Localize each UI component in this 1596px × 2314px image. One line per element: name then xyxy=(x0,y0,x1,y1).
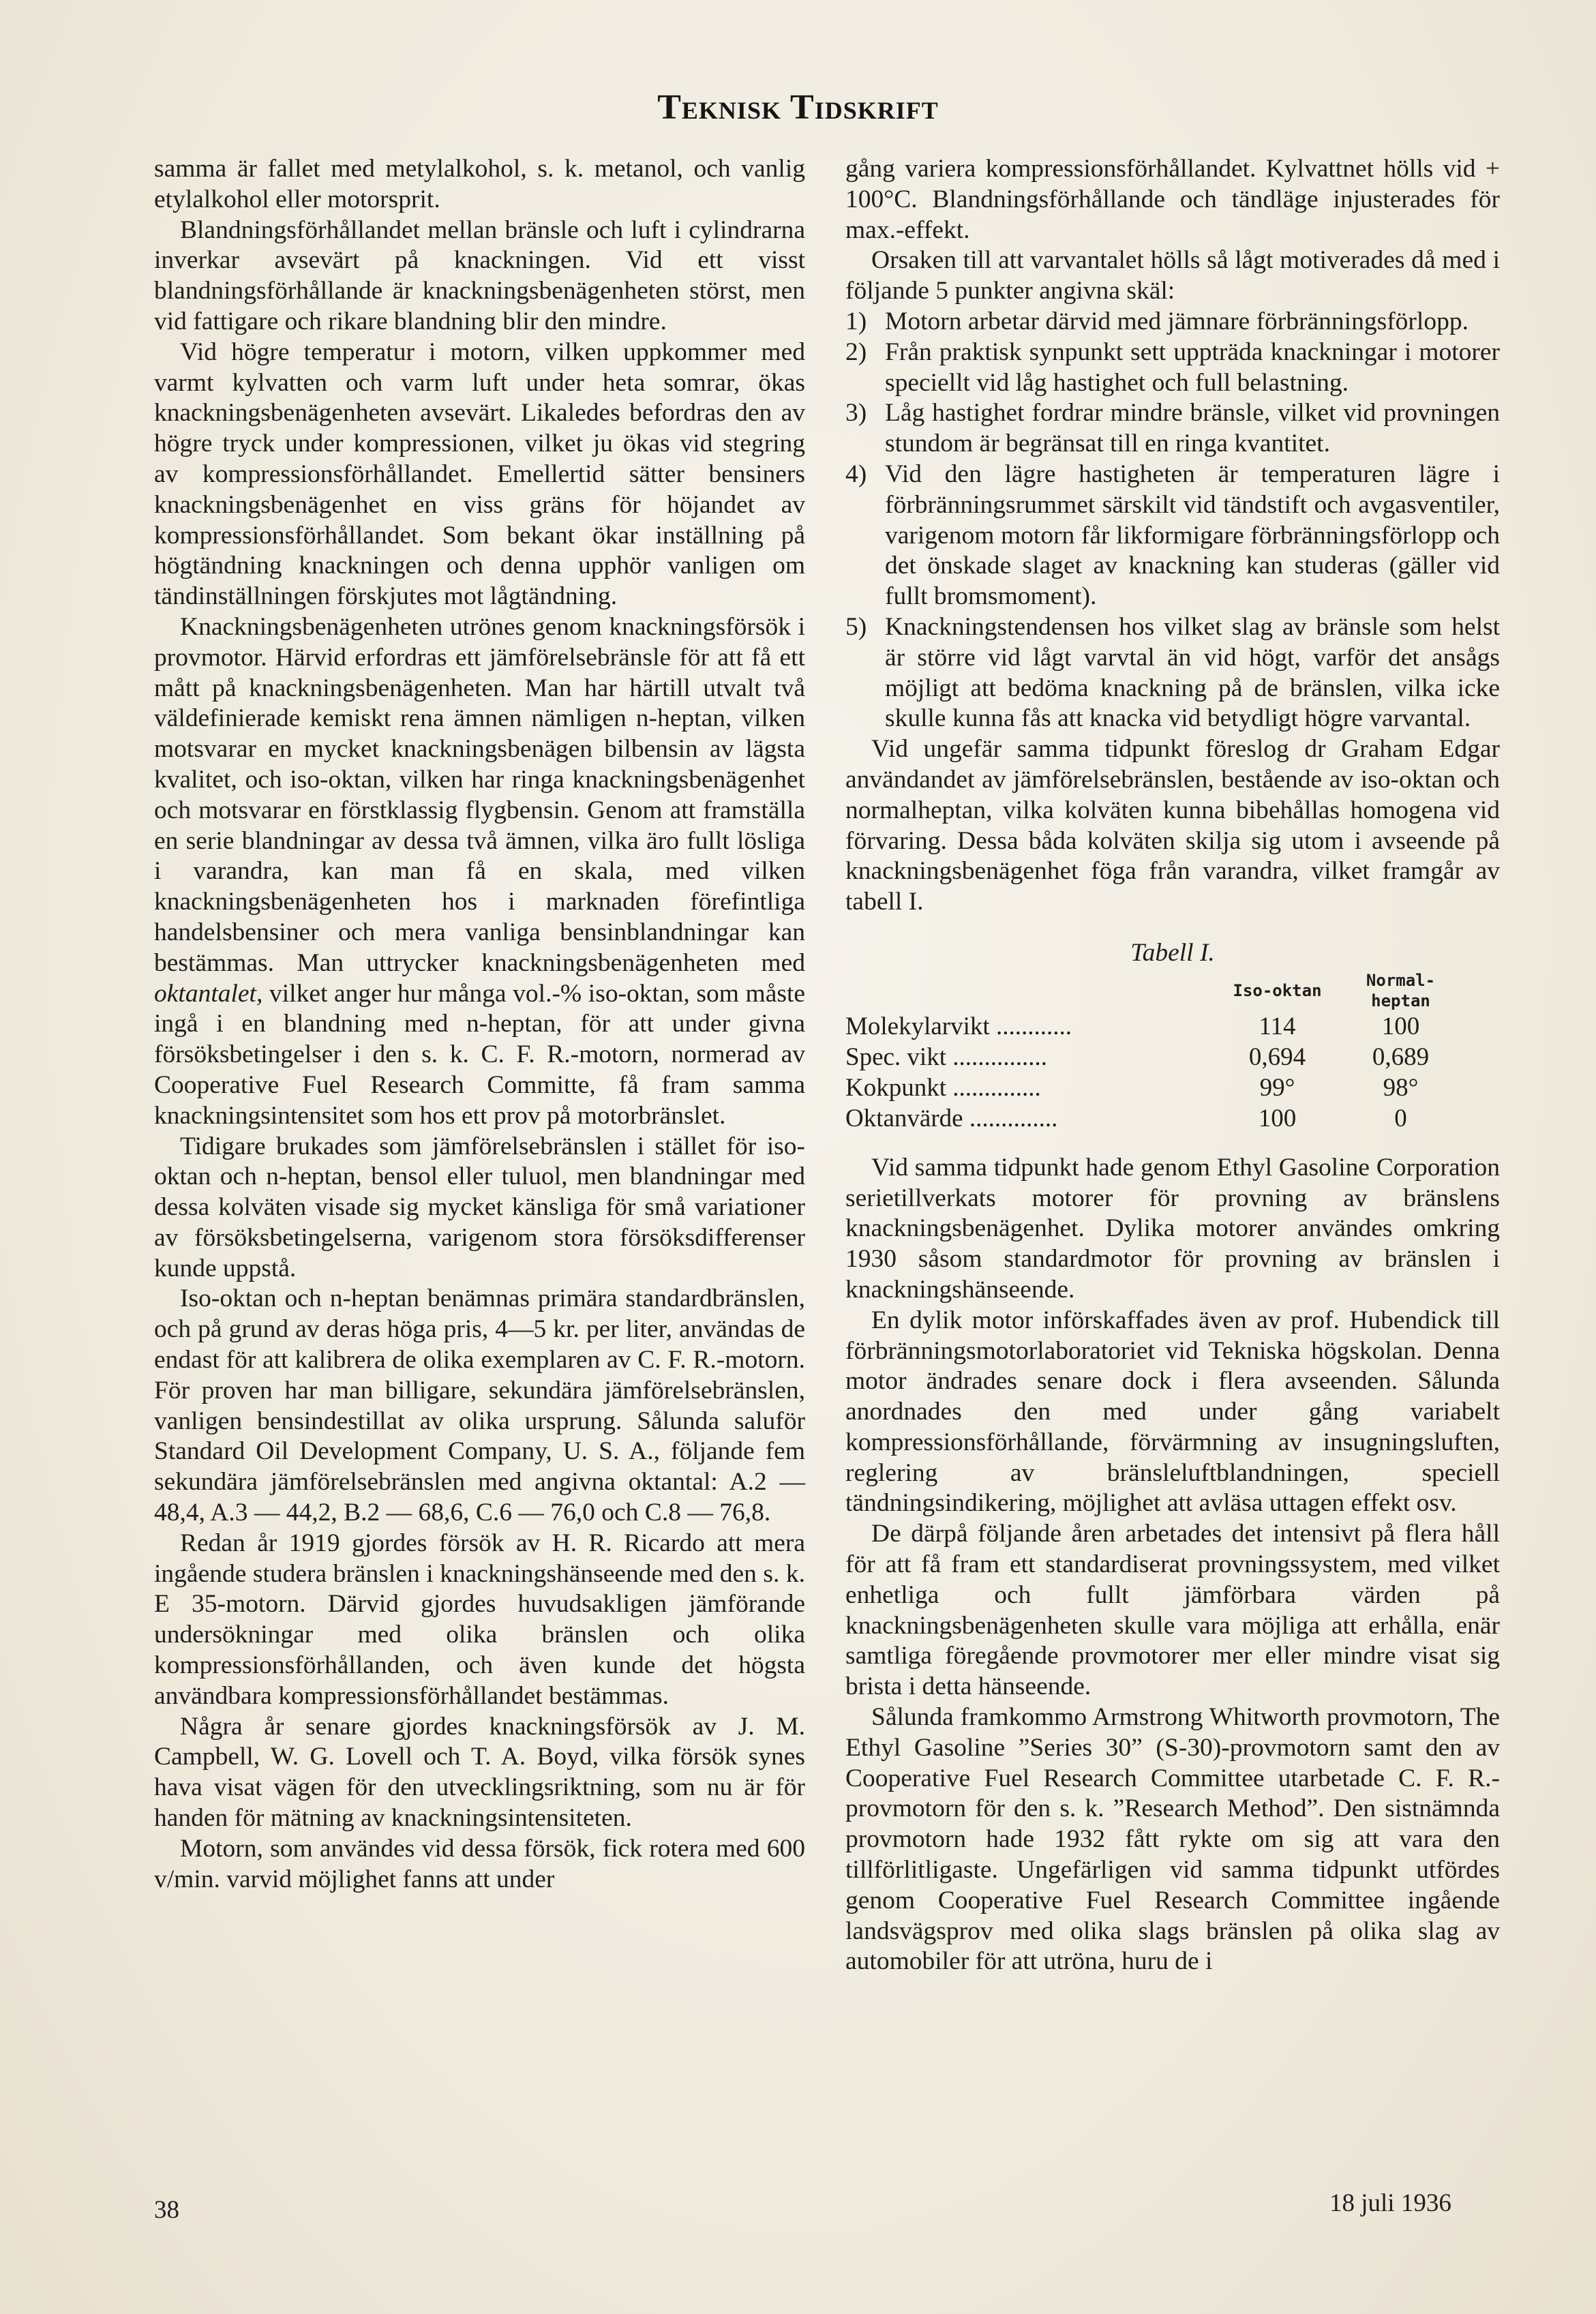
table-cell: 0,694 xyxy=(1248,1042,1306,1071)
table-row xyxy=(845,1011,1462,1042)
text-run: vilket anger hur många vol.-% iso-oktan, som måste ingå i en blandning med n-heptan, för att under givna försöksbetingelser i den s. k. C. F. R.-motorn, normerad av Cooperative Fuel Research Committe, få fram samma knackningsintensitet som hos ett prov på motorbränslet. xyxy=(154,979,806,1130)
paragraph: Orsaken till att varvantalet hölls så lågt motiverades då med i följande 5 punkter angivna skäl: xyxy=(845,246,1500,305)
list-text: Knackningstendensen hos vilket slag av bränsle som helst är större vid lågt varvtal än vid högt, varför det ansågs möjligt att bedöma knackning på de bränslen, vilka icke skulle kunna fås att knacka vid betydligt högre varvantal. xyxy=(885,612,1500,733)
table-row-label xyxy=(845,1011,1216,1042)
list-item xyxy=(845,307,1500,337)
table-header: Iso-oktan xyxy=(1233,980,1322,1000)
page-number: 38 xyxy=(154,2196,179,2224)
table-row xyxy=(845,1103,1462,1134)
journal-masthead: Teknisk Tidskrift xyxy=(657,88,939,127)
table-cell: 100 xyxy=(1258,1104,1297,1132)
leader-dots: ............ xyxy=(989,1012,1072,1040)
after-table-text xyxy=(845,1153,1500,1978)
table-caption: Tabell I. xyxy=(1130,938,1215,967)
italic-term: oktantalet, xyxy=(154,979,263,1008)
right-column xyxy=(845,154,1500,1977)
paragraph: Tidigare brukades som jämförelsebränslen i stället för iso-oktan och n-heptan, bensol eller tuluol, men blandningar med dessa kolväten visade sig mycket känsliga för små variationer av försöksbetingelserna, varigenom stora försöksdifferenser kunde uppstå. xyxy=(154,1132,805,1282)
list-item xyxy=(845,337,1500,399)
list-text: Från praktisk synpunkt sett uppträda knackningar i motorer speciellt vid låg hastighet och full belastning. xyxy=(885,337,1500,397)
row-label: Oktanvärde xyxy=(845,1104,963,1132)
list-text: Motorn arbetar därvid med jämnare förbränningsförlopp. xyxy=(885,307,1469,335)
paragraph: Vid samma tidpunkt hade genom Ethyl Gasoline Corporation serietillverkats motorer för provning av bränslens knackningsbenägenhet. Dylika motorer användes omkring 1930 såsom standardmotor för provning av bränslen i knackningshänseende. xyxy=(845,1153,1500,1304)
row-label: Molekylarvikt xyxy=(845,1012,990,1040)
table-header-row xyxy=(845,970,1462,1011)
paragraph: Vid högre temperatur i motorn, vilken uppkommer med varmt kylvatten och varm luft under heta somrar, ökas knackningsbenägenheten avsevärt. Likaledes befordras den av högre tryck under kompressionen, vilket ju ökas vid stegring av kompressionsförhållandet. Emellertid sätter bensiners knackningsbenägenhet en viss gräns för höjandet av kompressionsförhållandet. Som bekant ökar inställning på högtändning knackningen och denna upphör vanligen om tändinställningen förskjutes mot lågtändning. xyxy=(154,337,805,611)
table-cell: 114 xyxy=(1259,1012,1296,1040)
paragraph: samma är fallet med metylalkohol, s. k. metanol, och vanlig etylalkohol eller motorsprit. xyxy=(154,155,805,213)
list-number: 1) xyxy=(845,307,867,335)
list-item xyxy=(845,612,1500,734)
data-table xyxy=(845,970,1462,1134)
table-header: Normal-heptan xyxy=(1366,970,1436,1010)
list-text: Vid den lägre hastigheten är temperaturen lägre i förbränningsrummet särskilt vid tändstift och avgasventiler, varigenom motorn får likformigare förbränningsförlopp och det önskade slaget av knackning kan studeras (gäller vid fullt bromsmoment). xyxy=(885,460,1500,611)
table-row xyxy=(845,1072,1462,1103)
paragraph: Sålunda framkommo Armstrong Whitworth provmotorn, The Ethyl Gasoline ”Series 30” (S-30)-provmotorn samt den av Cooperative Fuel Research Committee utarbetade C. F. R.-provmotorn för den s. k. ”Research Method”. Den sistnämnda provmotorn hade 1932 fått rykte om sig att vara den tillförlitligaste. Ungefärligen vid samma tidpunkt utfördes genom Cooperative Fuel Research Committee ingående landsvägsprov med olika slags bränslen på olika slag av automobiler för att utröna, huru de i xyxy=(845,1703,1500,1976)
table-header-blank xyxy=(845,970,1216,1011)
list-text: Låg hastighet fordrar mindre bränsle, vilket vid provningen stundom är begränsat till en ringa kvantitet. xyxy=(885,399,1500,458)
leader-dots: .............. xyxy=(946,1073,1041,1102)
left-column xyxy=(154,154,805,1895)
paragraph: Motorn, som användes vid dessa försök, fick rotera med 600 v/min. varvid möjlighet fanns att under xyxy=(154,1834,805,1893)
text-run: Knackningsbenägenheten utrönes genom knackningsförsök i provmotor. Härvid erfordras ett jämförelsebränsle för att få ett mått på knackningsbenägenheten. Man har härtill utvalt två väldefinierade kemiskt rena ämnen nämligen n-heptan, vilken motsvarar en mycket knackningsbenägen bilbensin av lägsta kvalitet, och iso-oktan, vilken har ringa knackningsbenägenhet och motsvarar en förstklassig flygbensin. Genom att framställa en serie blandningar av dessa två ämnen, vilka äro fullt lösliga i varandra, kan man få en skala, med vilken knackningsbenägenheten hos i marknaden förefintliga handelsbensiner och mera vanliga bensinblandningar kan bestämmas. Man uttrycker knackningsbenägenheten med xyxy=(154,612,805,977)
table-row xyxy=(845,1042,1462,1072)
paragraph: Redan år 1919 gjordes försök av H. R. Ricardo att mera ingående studera bränslen i knackningshänseende med den s. k. E 35-motorn. Därvid gjordes huvudsakligen jämförande undersökningar med olika bränslen och olika kompressionsförhållanden, och även kunde det högsta användbara kompressionsförhållandet bestämmas. xyxy=(154,1529,805,1710)
paragraph: En dylik motor införskaffades även av prof. Hubendick till förbränningsmotorlaboratoriet vid Tekniska högskolan. Denna motor ändrades senare dock i flera avseenden. Sålunda anordnades den med under gång variabelt kompressionsförhållande, förvärmning av insugningsluften, reglering av bränsleluftblandningen, speciell tändningsindikering, möjlighet att avläsa uttagen effekt osv. xyxy=(845,1306,1500,1518)
table-cell: 0 xyxy=(1394,1104,1407,1132)
table-cell: 99° xyxy=(1259,1073,1295,1102)
table-cell: 98° xyxy=(1383,1073,1419,1102)
list-number: 4) xyxy=(845,460,867,488)
paragraph: Blandningsförhållandet mellan bränsle och luft i cylindrarna inverkar avsevärt på knackningen. Vid ett visst blandningsförhållande är knackningsbenägenheten störst, men vid fattigare och rikare blandning blir den mindre. xyxy=(154,215,805,335)
table-cell: 0,689 xyxy=(1372,1042,1430,1071)
table-row-label xyxy=(845,1042,1216,1072)
list-number: 3) xyxy=(845,399,867,427)
leader-dots: .............. xyxy=(963,1104,1058,1132)
issue-date: 18 juli 1936 xyxy=(1329,2189,1451,2217)
list-item xyxy=(845,460,1500,612)
list-number: 2) xyxy=(845,337,867,366)
paragraph: De därpå följande åren arbetades det intensivt på flera håll för att få fram ett standardiserat provningssystem, med vilket enhetliga och fullt jämförbara värden på knackningsbenägenheten skulle vara möjliga att erhålla, enär samtliga föregående provmotorer mer eller mindre visat sig brista i detta hänseende. xyxy=(845,1520,1500,1701)
list-item xyxy=(845,398,1500,460)
leader-dots: ............... xyxy=(946,1042,1047,1071)
paragraph xyxy=(154,612,805,1132)
table-row-label xyxy=(845,1072,1216,1103)
paragraph: Iso-oktan och n-heptan benämnas primära standardbränslen, och på grund av deras höga pris, 4—5 kr. per liter, användas de endast för att kalibrera de olika exemplaren av C. F. R.-motorn. För proven har man billigare, sekundära jämförelsebränslen, vanligen bensindestillat av olika ursprung. Sålunda saluför Standard Oil Development Company, U. S. A., följande fem sekundära jämförelsebränslen med angivna oktantal: A.2 — 48,4, A.3 — 44,2, B.2 — 68,6, C.6 — 76,0 och C.8 — 76,8. xyxy=(154,1284,805,1527)
table-row-label xyxy=(845,1103,1216,1134)
row-label: Kokpunkt xyxy=(845,1073,946,1102)
paragraph: Vid ungefär samma tidpunkt föreslog dr Graham Edgar användandet av jämförelsebränslen, bestående av iso-oktan och normalheptan, vilka kolväten kunna bibehållas homogena vid förvaring. Dessa båda kolväten skilja sig utom i avseende på knackningsbenägenhet föga från varandra, vilket framgår av tabell I. xyxy=(845,735,1500,916)
list-number: 5) xyxy=(845,612,867,641)
paragraph: gång variera kompressionsförhållandet. Kylvattnet hölls vid + 100°C. Blandningsförhållande och tändläge injusterades för max.-effekt. xyxy=(845,155,1500,244)
row-label: Spec. vikt xyxy=(845,1042,946,1071)
reason-list xyxy=(845,307,1500,734)
table-cell: 100 xyxy=(1381,1012,1420,1040)
paragraph: Några år senare gjordes knackningsförsök av J. M. Campbell, W. G. Lovell och T. A. Boyd, vilka försök synes hava visat vägen för den utvecklingsriktning, som nu är för handen för mätning av knackningsintensiteten. xyxy=(154,1712,805,1833)
